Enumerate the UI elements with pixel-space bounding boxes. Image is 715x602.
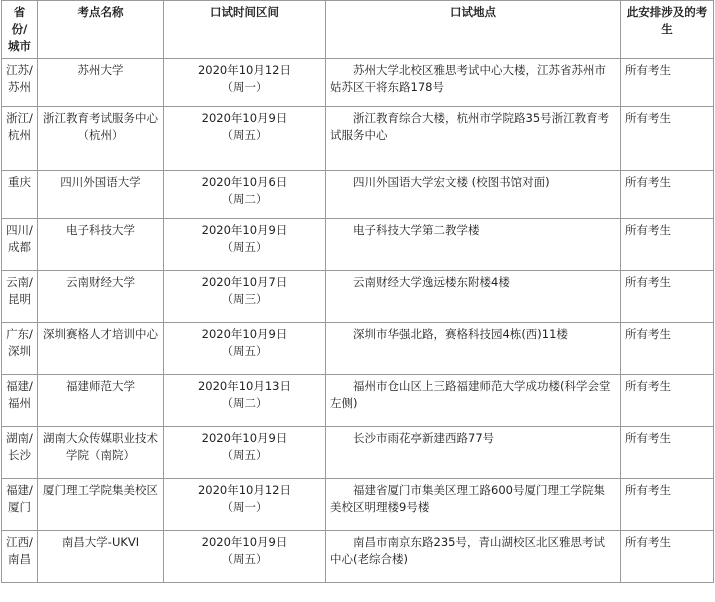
header-province-city: 省份/城市 xyxy=(2,1,38,59)
cell-date: 2020年10月9日 xyxy=(201,535,288,549)
cell-venue: 福建师范大学 xyxy=(38,375,164,427)
header-scope: 此安排涉及的考生 xyxy=(621,1,714,59)
cell-date: 2020年10月12日 xyxy=(197,63,292,77)
cell-scope: 所有考生 xyxy=(621,59,714,107)
cell-date: 2020年10月12日 xyxy=(197,483,292,497)
cell-city: 云南/昆明 xyxy=(2,271,38,323)
cell-address: 云南财经大学逸远楼东附楼4楼 xyxy=(326,271,621,323)
cell-venue: 四川外国语大学 xyxy=(38,171,164,219)
cell-scope: 所有考生 xyxy=(621,107,714,171)
cell-date: 2020年10月9日 xyxy=(201,327,288,341)
cell-city: 重庆 xyxy=(2,171,38,219)
cell-date: 2020年10月7日 xyxy=(201,275,288,289)
cell-weekday: （周二） xyxy=(221,396,268,410)
table-row xyxy=(2,531,714,583)
cell-weekday: （周一） xyxy=(221,500,268,514)
cell-address: 苏州大学北校区雅思考试中心大楼，江苏省苏州市姑苏区干将东路178号 xyxy=(326,59,621,107)
cell-address: 福州市仓山区上三路福建师范大学成功楼(科学会堂左侧) xyxy=(326,375,621,427)
cell-city: 江苏/苏州 xyxy=(2,59,38,107)
cell-address: 浙江教育综合大楼，杭州市学院路35号浙江教育考试服务中心 xyxy=(326,107,621,171)
cell-venue: 南昌大学-UKVI xyxy=(38,531,164,583)
cell-weekday: （周三） xyxy=(221,292,268,306)
cell-scope: 所有考生 xyxy=(621,479,714,531)
cell-venue: 深圳赛格人才培训中心 xyxy=(38,323,164,375)
cell-scope: 所有考生 xyxy=(621,427,714,479)
cell-scope: 所有考生 xyxy=(621,531,714,583)
cell-address: 长沙市雨花亭新建西路77号 xyxy=(326,427,621,479)
table-row xyxy=(2,375,714,427)
cell-city: 四川/成都 xyxy=(2,219,38,271)
cell-time xyxy=(164,171,326,219)
table-header-row xyxy=(2,1,714,59)
cell-time xyxy=(164,59,326,107)
cell-scope: 所有考生 xyxy=(621,271,714,323)
cell-city: 湖南/长沙 xyxy=(2,427,38,479)
table-row xyxy=(2,107,714,171)
table-row xyxy=(2,271,714,323)
cell-venue: 湖南大众传媒职业技术学院（南院） xyxy=(38,427,164,479)
cell-city: 福建/厦门 xyxy=(2,479,38,531)
table-row xyxy=(2,479,714,531)
cell-date: 2020年10月9日 xyxy=(201,223,288,237)
cell-city: 广东/深圳 xyxy=(2,323,38,375)
table-row xyxy=(2,59,714,107)
cell-time xyxy=(164,271,326,323)
table-row xyxy=(2,219,714,271)
header-time: 口试时间区间 xyxy=(164,1,326,59)
cell-venue: 浙江教育考试服务中心（杭州） xyxy=(38,107,164,171)
cell-weekday: （周五） xyxy=(221,128,268,142)
cell-address: 电子科技大学第二教学楼 xyxy=(326,219,621,271)
cell-venue: 云南财经大学 xyxy=(38,271,164,323)
cell-address: 福建省厦门市集美区理工路600号厦门理工学院集美校区明理楼9号楼 xyxy=(326,479,621,531)
cell-time xyxy=(164,531,326,583)
cell-date: 2020年10月6日 xyxy=(201,175,288,189)
table-row xyxy=(2,323,714,375)
cell-scope: 所有考生 xyxy=(621,323,714,375)
cell-date: 2020年10月13日 xyxy=(197,379,292,393)
cell-time xyxy=(164,107,326,171)
exam-schedule-table xyxy=(1,0,714,583)
cell-time xyxy=(164,375,326,427)
cell-time xyxy=(164,479,326,531)
table-row xyxy=(2,171,714,219)
cell-address: 南昌市南京东路235号，青山湖校区北区雅思考试中心(老综合楼) xyxy=(326,531,621,583)
cell-date: 2020年10月9日 xyxy=(201,431,288,445)
cell-weekday: （周五） xyxy=(221,344,268,358)
table-row xyxy=(2,427,714,479)
cell-time xyxy=(164,219,326,271)
cell-scope: 所有考生 xyxy=(621,375,714,427)
cell-city: 江西/南昌 xyxy=(2,531,38,583)
cell-scope: 所有考生 xyxy=(621,219,714,271)
cell-venue: 苏州大学 xyxy=(38,59,164,107)
cell-weekday: （周五） xyxy=(221,552,268,566)
cell-time xyxy=(164,427,326,479)
header-venue: 考点名称 xyxy=(38,1,164,59)
header-address: 口试地点 xyxy=(326,1,621,59)
cell-weekday: （周五） xyxy=(221,448,268,462)
cell-venue: 电子科技大学 xyxy=(38,219,164,271)
cell-date: 2020年10月9日 xyxy=(201,111,288,125)
cell-venue: 厦门理工学院集美校区 xyxy=(38,479,164,531)
cell-city: 浙江/杭州 xyxy=(2,107,38,171)
cell-scope: 所有考生 xyxy=(621,171,714,219)
cell-weekday: （周一） xyxy=(221,80,268,94)
cell-address: 深圳市华强北路，赛格科技园4栋(西)11楼 xyxy=(326,323,621,375)
cell-time xyxy=(164,323,326,375)
cell-weekday: （周五） xyxy=(221,240,268,254)
cell-city: 福建/福州 xyxy=(2,375,38,427)
cell-weekday: （周二） xyxy=(221,192,268,206)
cell-address: 四川外国语大学宏文楼 (校图书馆对面) xyxy=(326,171,621,219)
